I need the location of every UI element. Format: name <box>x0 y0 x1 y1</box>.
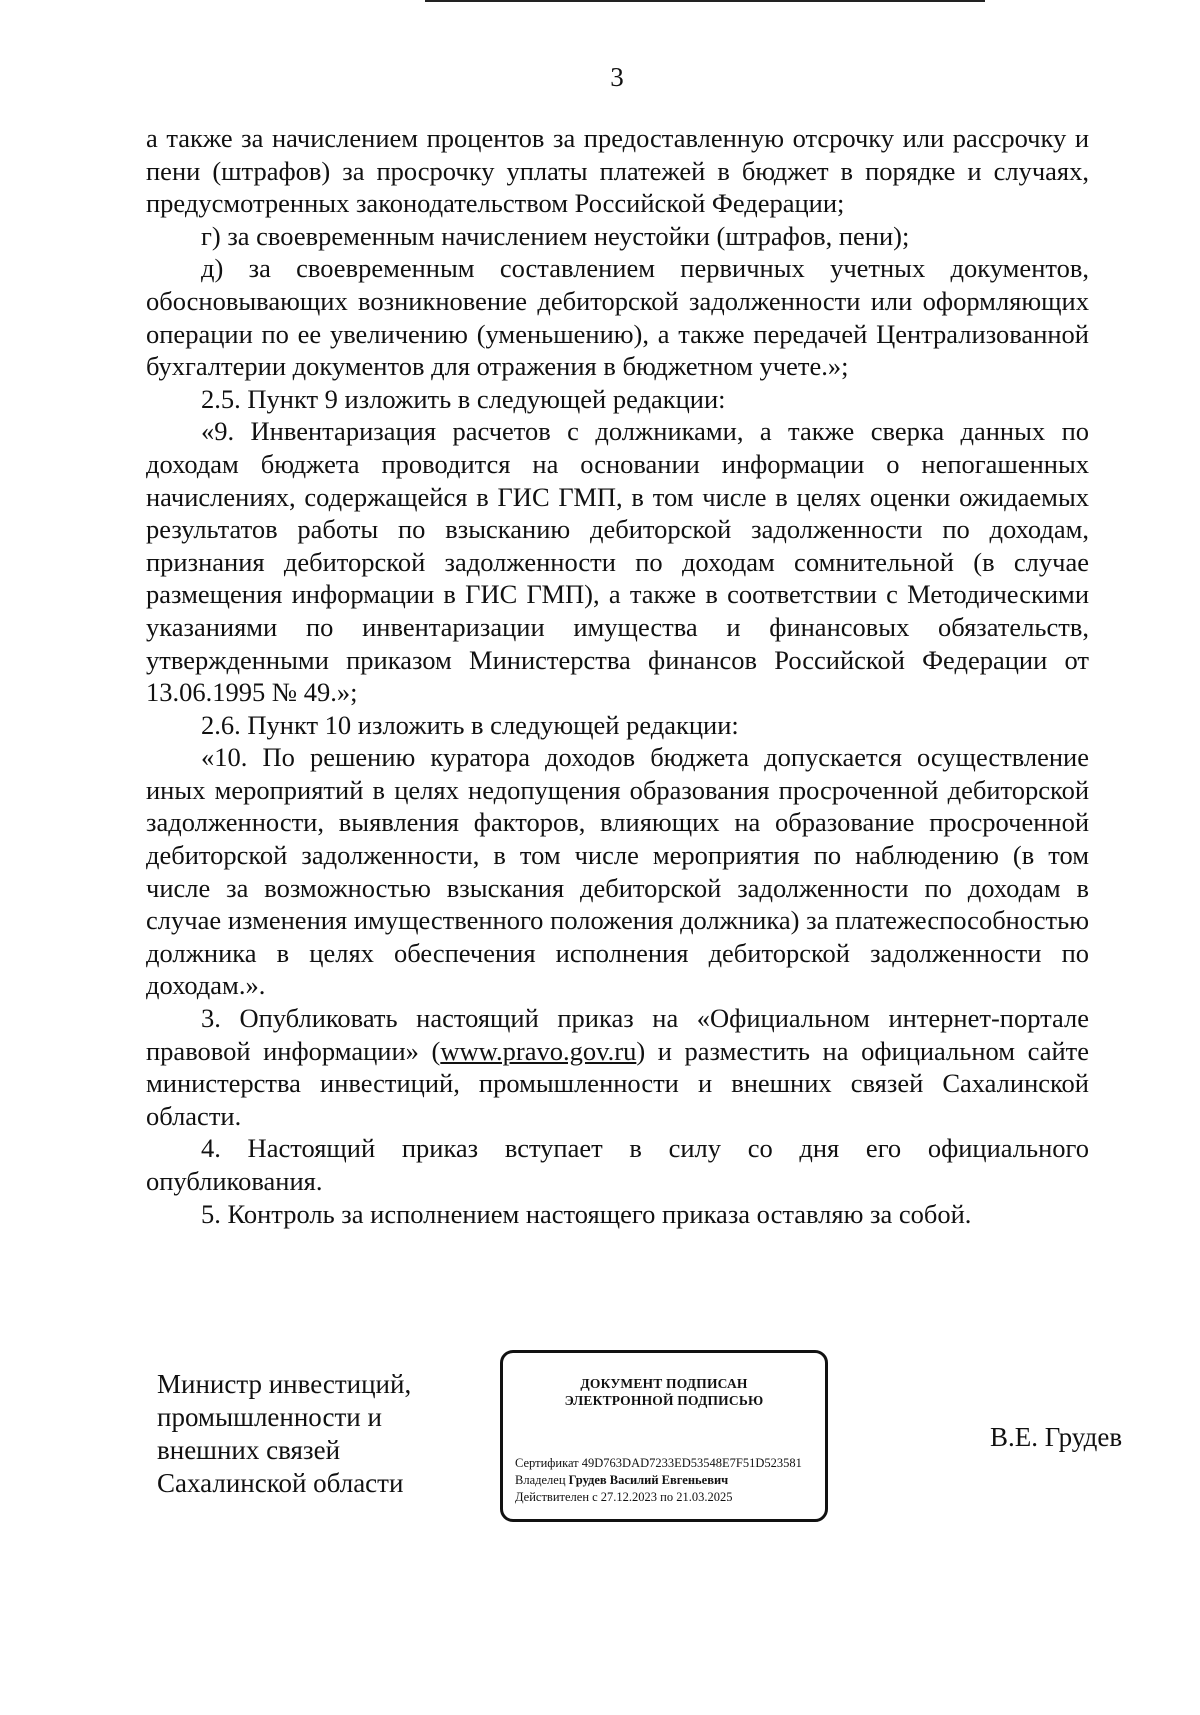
signer-title-line: внешних связей <box>157 1435 341 1465</box>
stamp-title-line: ЭЛЕКТРОННОЙ ПОДПИСЬЮ <box>564 1393 764 1408</box>
item3-text-before: 3. Опубликовать настоящий приказ на «Официальном интернет-портале правовой информации» ( <box>146 1003 1089 1066</box>
paragraph-continuation: а также за начислением процентов за предоставленную отсрочку или рассрочку и пени (штрафов) за просрочку уплаты платежей в бюджет в порядке и случаях, предусмотренных законодательством Российской Федерации; <box>146 123 1089 219</box>
paragraph-item-3 <box>146 1002 1089 1132</box>
paragraph-clause-9: «9. Инвентаризация расчетов с должниками, а также сверка данных по доходам бюджета проводится на основании информации о непогашенных начислениях, содержащейся в ГИС ГМП, в том числе в целях оценки ожидаемых результатов работы по взысканию дебиторской задолженности по доходам, признания дебиторской задолженности по доходам сомнительной (в случае размещения информации в ГИС ГМП), а также в соответствии с Методическими указаниями по инвентаризации имущества и финансовых обязательств, утвержденными приказом Министерства финансов Российской Федерации от 13.06.1995 № 49.»; <box>146 416 1089 708</box>
signer-title-line: Сахалинской области <box>157 1468 404 1498</box>
item3-text-after: ) и разместить на официальном сайте министерства инвестиций, промышленности и внешних связей Сахалинской области. <box>146 1035 1090 1131</box>
stamp-owner-label: Владелец <box>515 1473 566 1487</box>
top-border-line <box>425 0 985 2</box>
stamp-cert-label: Сертификат <box>515 1456 579 1470</box>
paragraph-item-g: г) за своевременным начислением неустойки (штрафов, пени); <box>201 220 910 251</box>
stamp-details <box>515 1455 819 1506</box>
stamp-validity: Действителен с 27.12.2023 по 21.03.2025 <box>515 1490 733 1504</box>
paragraph-clause-10: «10. По решению куратора доходов бюджета допускается осуществление иных мероприятий в целях недопущения образования просроченной дебиторской задолженности, выявления факторов, влияющих на образование просроченной дебиторской задолженности, в том числе мероприятия по наблюдению (в том числе за возможностью взыскания дебиторской задолженности по доходам в случае изменения имущественного положения должника) за платежеспособностью должника в целях обеспечения исполнения дебиторской задолженности по доходам.». <box>146 742 1089 1001</box>
stamp-cert-value: 49D763DAD7233ED53548E7F51D523581 <box>581 1456 802 1470</box>
paragraph-2-5: 2.5. Пункт 9 изложить в следующей редакции: <box>201 383 726 414</box>
stamp-owner-value: Грудев Василий Евгеньевич <box>568 1473 729 1487</box>
paragraph-item-d: д) за своевременным составлением первичных учетных документов, обосновывающих возникновение дебиторской задолженности или оформляющих операции по ее увеличению (уменьшению), а также передачей Централизованной бухгалтерии документов для отражения в бюджетном учете.»; <box>146 253 1089 382</box>
electronic-signature-stamp <box>500 1350 828 1522</box>
paragraph-2-6: 2.6. Пункт 10 изложить в следующей редакции: <box>201 709 739 740</box>
stamp-title <box>503 1375 825 1409</box>
stamp-title-line: ДОКУМЕНТ ПОДПИСАН <box>580 1376 748 1391</box>
signer-title-line: Министр инвестиций, <box>157 1369 412 1399</box>
paragraph-item-5: 5. Контроль за исполнением настоящего приказа оставляю за собой. <box>201 1198 972 1229</box>
pravo-link[interactable]: www.pravo.gov.ru <box>440 1035 637 1066</box>
signer-name: В.Е. Грудев <box>990 1422 1123 1452</box>
signer-title <box>157 1368 411 1500</box>
document-body <box>146 122 1089 1230</box>
page-number: 3 <box>610 62 624 92</box>
paragraph-item-4: 4. Настоящий приказ вступает в силу со дня его официального опубликования. <box>146 1133 1089 1196</box>
signer-title-line: промышленности и <box>157 1402 382 1432</box>
stamp-owner <box>515 1472 819 1489</box>
stamp-certificate <box>515 1455 819 1472</box>
